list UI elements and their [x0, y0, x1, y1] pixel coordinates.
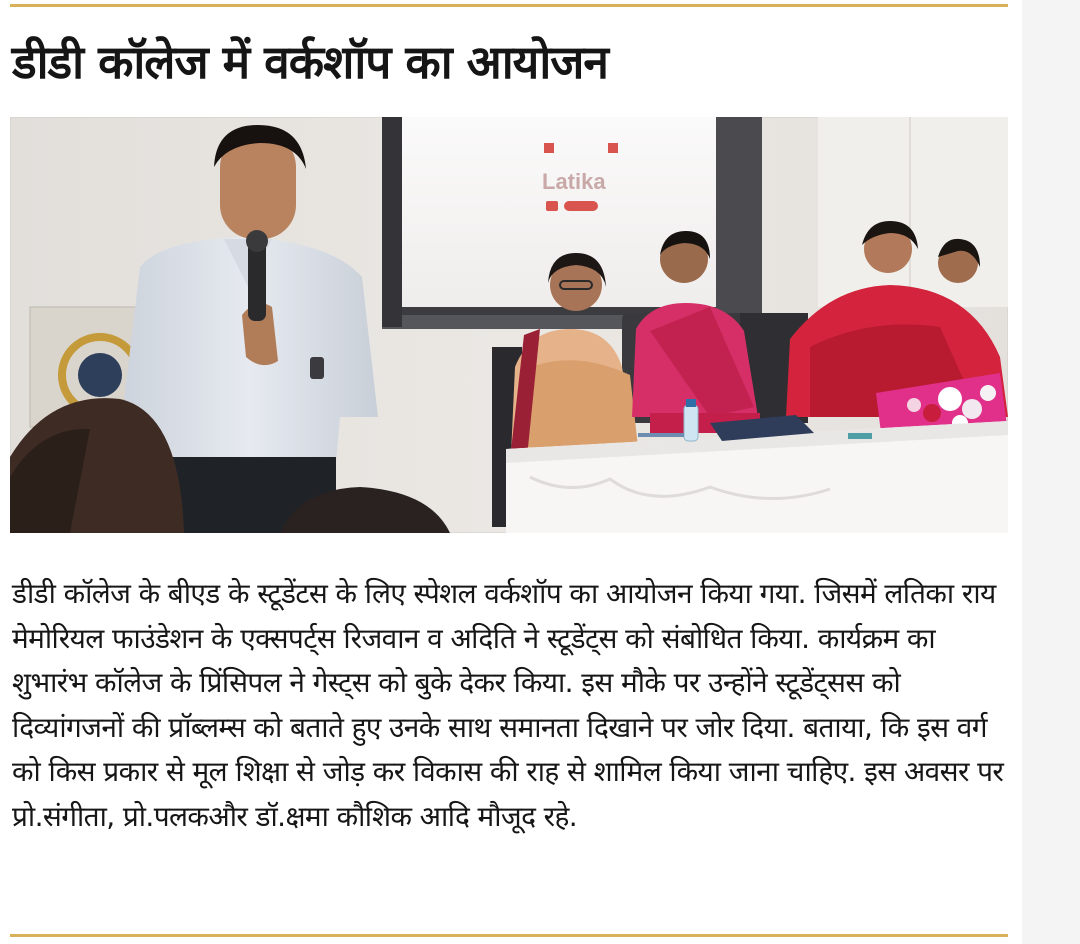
screen-logo-text: Latika	[542, 169, 606, 194]
page-margin	[1022, 0, 1080, 944]
article-body: डीडी कॉलेज के बीएड के स्टूडेंटस के लिए स्पेशल वर्कशॉप का आयोजन किया गया. जिसमें लतिका राय मेमोरियल फाउंडेशन के एक्सपर्ट्स रिजवान व अदिति ने स्टूडेंट्स को संबोधित किया. कार्यक्रम का शुभारंभ कॉलेज के प्रिंसिपल ने गेस्ट्स को बुके देकर किया. इस मौके पर उन्होंने स्टूडेंट्सस को दिव्यांगजनों की प्रॉब्लम्स को बताते हुए उनके साथ समानता दिखाने पर जोर दिया. बताया, कि इस वर्ग को किस प्रकार से मूल शिक्षा से जोड़ कर विकास की राह से शामिल किया जाना चाहिए. इस अवसर पर प्रो.संगीता, प्रो.पलकऔर डॉ.क्षमा कौशिक आदि मौजूद रहे.	[12, 577, 1004, 833]
headline: डीडी कॉलेज में वर्कशॉप का आयोजन	[12, 35, 608, 89]
top-rule	[10, 4, 1008, 7]
event-photo	[10, 117, 1008, 533]
bottom-rule	[10, 934, 1008, 937]
